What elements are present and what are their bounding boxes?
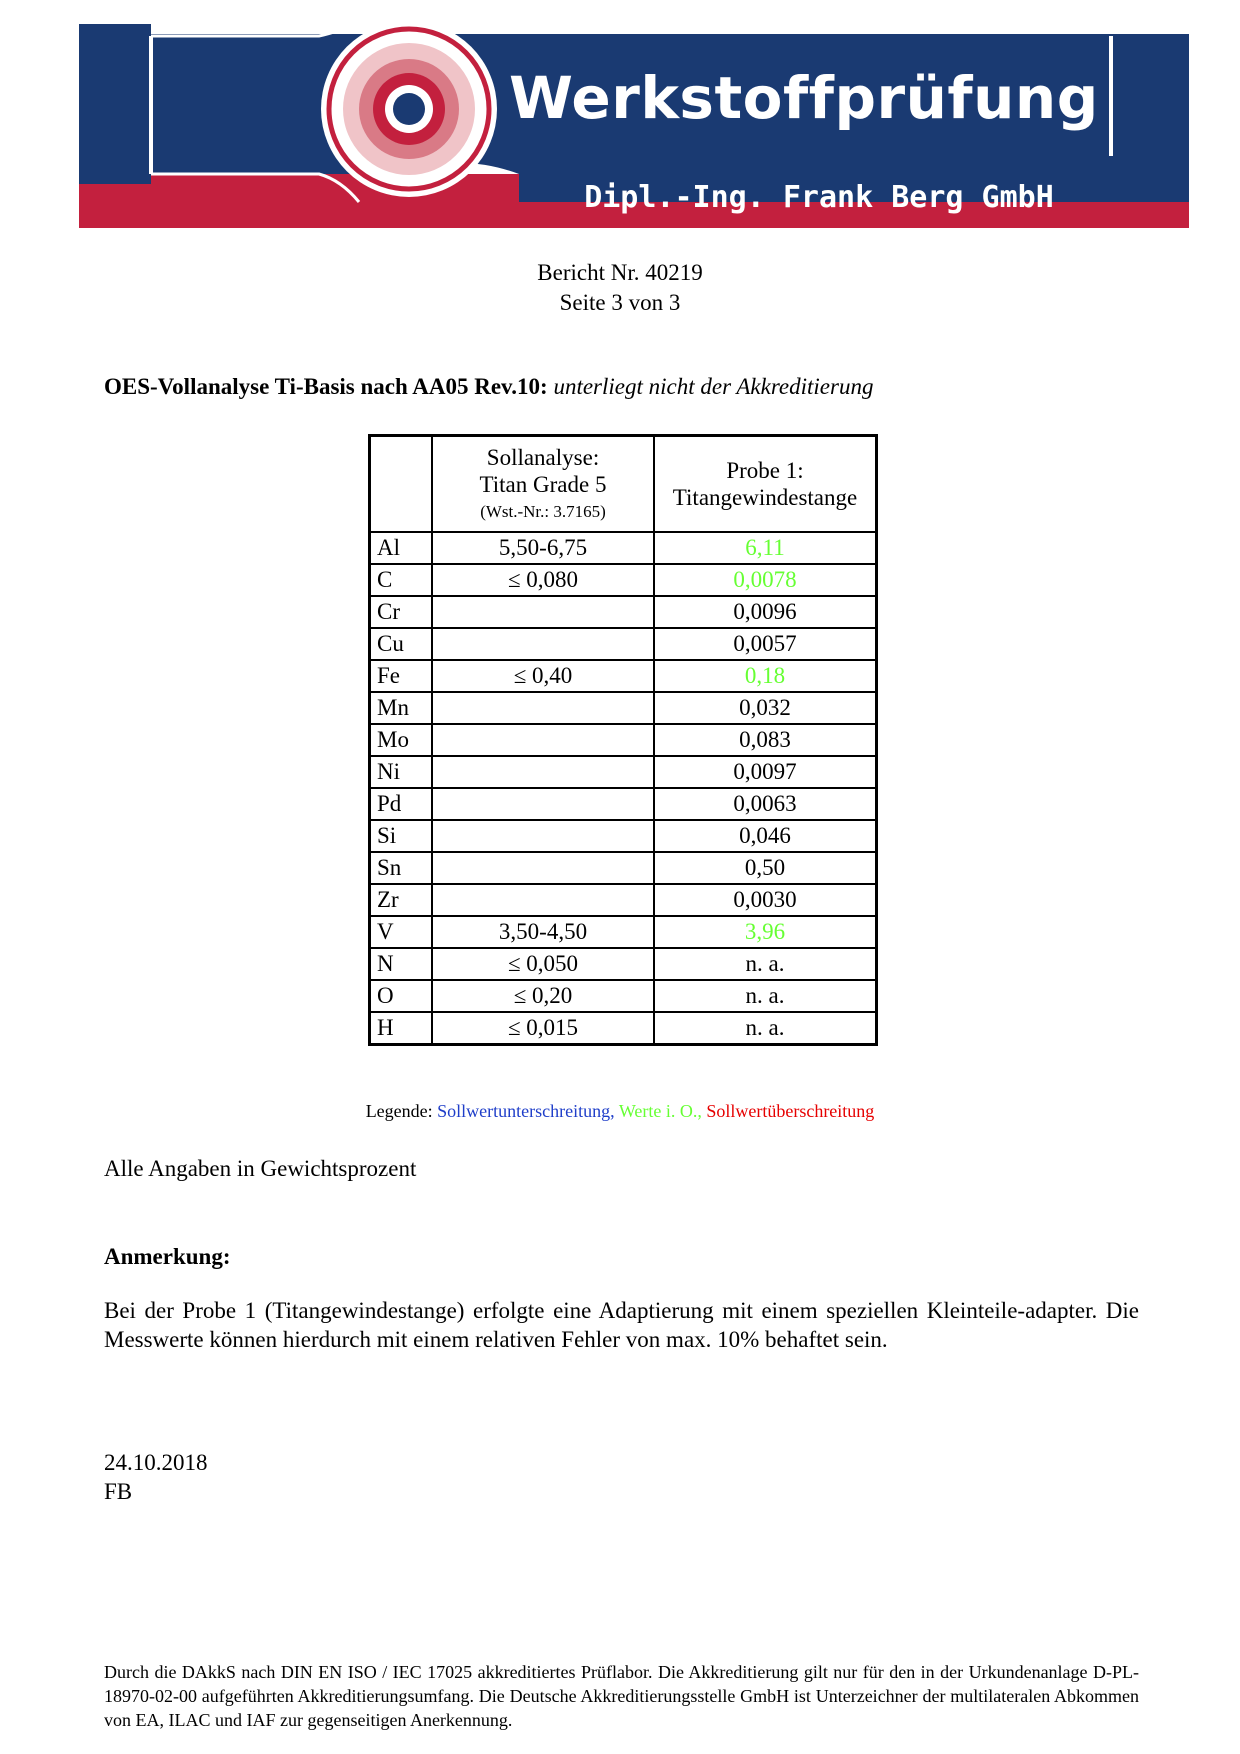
section-title	[104, 374, 873, 400]
soll-cell: ≤ 0,050	[432, 948, 654, 980]
soll-cell	[432, 788, 654, 820]
header-soll-line2: Titan Grade 5	[479, 471, 607, 497]
soll-cell	[432, 756, 654, 788]
table-row	[370, 628, 877, 660]
soll-cell	[432, 596, 654, 628]
section-title-main: OES-Vollanalyse Ti-Basis nach AA05 Rev.10:	[104, 374, 548, 399]
table-row	[370, 916, 877, 948]
section-title-note: unterliegt nicht der Akkreditierung	[553, 374, 874, 399]
table-row	[370, 532, 877, 564]
element-cell: C	[370, 564, 433, 596]
table-row	[370, 692, 877, 724]
element-cell: Zr	[370, 884, 433, 916]
probe-cell: 3,96	[654, 916, 877, 948]
accreditation-footer: Durch die DAkkS nach DIN EN ISO / IEC 17025 akkreditiertes Prüflabor. Die Akkreditierung gilt nur für den in der Urkundenanlage D-PL-18970-02-00 aufgeführten Akkreditierungsumfang. Die Deutsche Akkreditierungsstelle GmbH ist Unterzeichner der multilateralen Abkommen von EA, ILAC und IAF zur gegenseitigen Anerkennung.	[104, 1662, 1139, 1730]
soll-cell: ≤ 0,40	[432, 660, 654, 692]
element-cell: Si	[370, 820, 433, 852]
company-banner	[79, 24, 1189, 228]
header-element	[370, 436, 433, 533]
header-soll-line1: Sollanalyse:	[486, 444, 600, 470]
probe-cell: 0,083	[654, 724, 877, 756]
legend-label: Legende:	[365, 1101, 433, 1121]
header-soll-line3: (Wst.-Nr.: 3.7165)	[480, 501, 606, 521]
table-body	[370, 532, 877, 1045]
element-cell: Ni	[370, 756, 433, 788]
probe-cell: 0,0030	[654, 884, 877, 916]
legend	[0, 1101, 1240, 1122]
probe-cell: n. a.	[654, 948, 877, 980]
header-sollanalyse	[432, 436, 654, 533]
probe-cell: 0,0096	[654, 596, 877, 628]
soll-cell: 3,50-4,50	[432, 916, 654, 948]
element-cell: Mo	[370, 724, 433, 756]
probe-cell: n. a.	[654, 980, 877, 1012]
brand-subtitle: Dipl.-Ing. Frank Berg GmbH	[584, 180, 1054, 215]
table-row	[370, 660, 877, 692]
element-cell: Mn	[370, 692, 433, 724]
table-row	[370, 820, 877, 852]
probe-cell: 0,50	[654, 852, 877, 884]
soll-cell: ≤ 0,20	[432, 980, 654, 1012]
soll-cell: ≤ 0,080	[432, 564, 654, 596]
soll-cell: 5,50-6,75	[432, 532, 654, 564]
table-row	[370, 980, 877, 1012]
probe-cell: 0,18	[654, 660, 877, 692]
element-cell: V	[370, 916, 433, 948]
remark-text: Bei der Probe 1 (Titangewindestange) erfolgte eine Adaptierung mit einem speziellen Kleinteile-adapter. Die Messwerte können hierdurch mit einem relativen Fehler von max. 10% behaftet sein.	[104, 1298, 1139, 1352]
soll-cell: ≤ 0,015	[432, 1012, 654, 1045]
soll-cell	[432, 884, 654, 916]
probe-cell: 6,11	[654, 532, 877, 564]
table-row	[370, 948, 877, 980]
soll-cell	[432, 692, 654, 724]
table-row	[370, 564, 877, 596]
report-header	[0, 258, 1240, 318]
remark-title: Anmerkung:	[104, 1244, 231, 1269]
table-row	[370, 1012, 877, 1045]
element-cell: O	[370, 980, 433, 1012]
units-note: Alle Angaben in Gewichtsprozent	[104, 1156, 417, 1181]
report-date: 24.10.2018	[104, 1450, 208, 1475]
banner-navy-left	[79, 24, 151, 184]
logo-center	[393, 93, 425, 125]
soll-cell	[432, 628, 654, 660]
element-cell: H	[370, 1012, 433, 1045]
page-indicator: Seite 3 von 3	[559, 290, 681, 315]
signature-block	[104, 1448, 208, 1506]
probe-cell: 0,032	[654, 692, 877, 724]
brand-title: Werkstoffprüfung	[509, 64, 1099, 132]
element-cell: Fe	[370, 660, 433, 692]
element-cell: Pd	[370, 788, 433, 820]
element-cell: Cu	[370, 628, 433, 660]
table-row	[370, 852, 877, 884]
header-probe-line1: Probe 1:	[726, 458, 804, 483]
element-cell: Sn	[370, 852, 433, 884]
header-probe-line2: Titangewindestange	[672, 485, 858, 510]
header-probe	[654, 436, 877, 533]
table-row	[370, 884, 877, 916]
signature-initials: FB	[104, 1479, 133, 1504]
table-row	[370, 724, 877, 756]
table-row	[370, 596, 877, 628]
element-cell: Al	[370, 532, 433, 564]
table-row	[370, 756, 877, 788]
soll-cell	[432, 852, 654, 884]
table-row	[370, 788, 877, 820]
soll-cell	[432, 724, 654, 756]
probe-cell: 0,046	[654, 820, 877, 852]
probe-cell: n. a.	[654, 1012, 877, 1045]
legend-below: Sollwertunterschreitung,	[437, 1101, 615, 1121]
element-cell: N	[370, 948, 433, 980]
legend-ok: Werte i. O.,	[618, 1101, 702, 1121]
analysis-table	[368, 434, 878, 1046]
report-number: Bericht Nr. 40219	[537, 260, 703, 285]
element-cell: Cr	[370, 596, 433, 628]
table-header-row	[370, 436, 877, 533]
legend-above: Sollwertüberschreitung	[706, 1101, 875, 1121]
probe-cell: 0,0063	[654, 788, 877, 820]
soll-cell	[432, 820, 654, 852]
probe-cell: 0,0057	[654, 628, 877, 660]
probe-cell: 0,0078	[654, 564, 877, 596]
probe-cell: 0,0097	[654, 756, 877, 788]
